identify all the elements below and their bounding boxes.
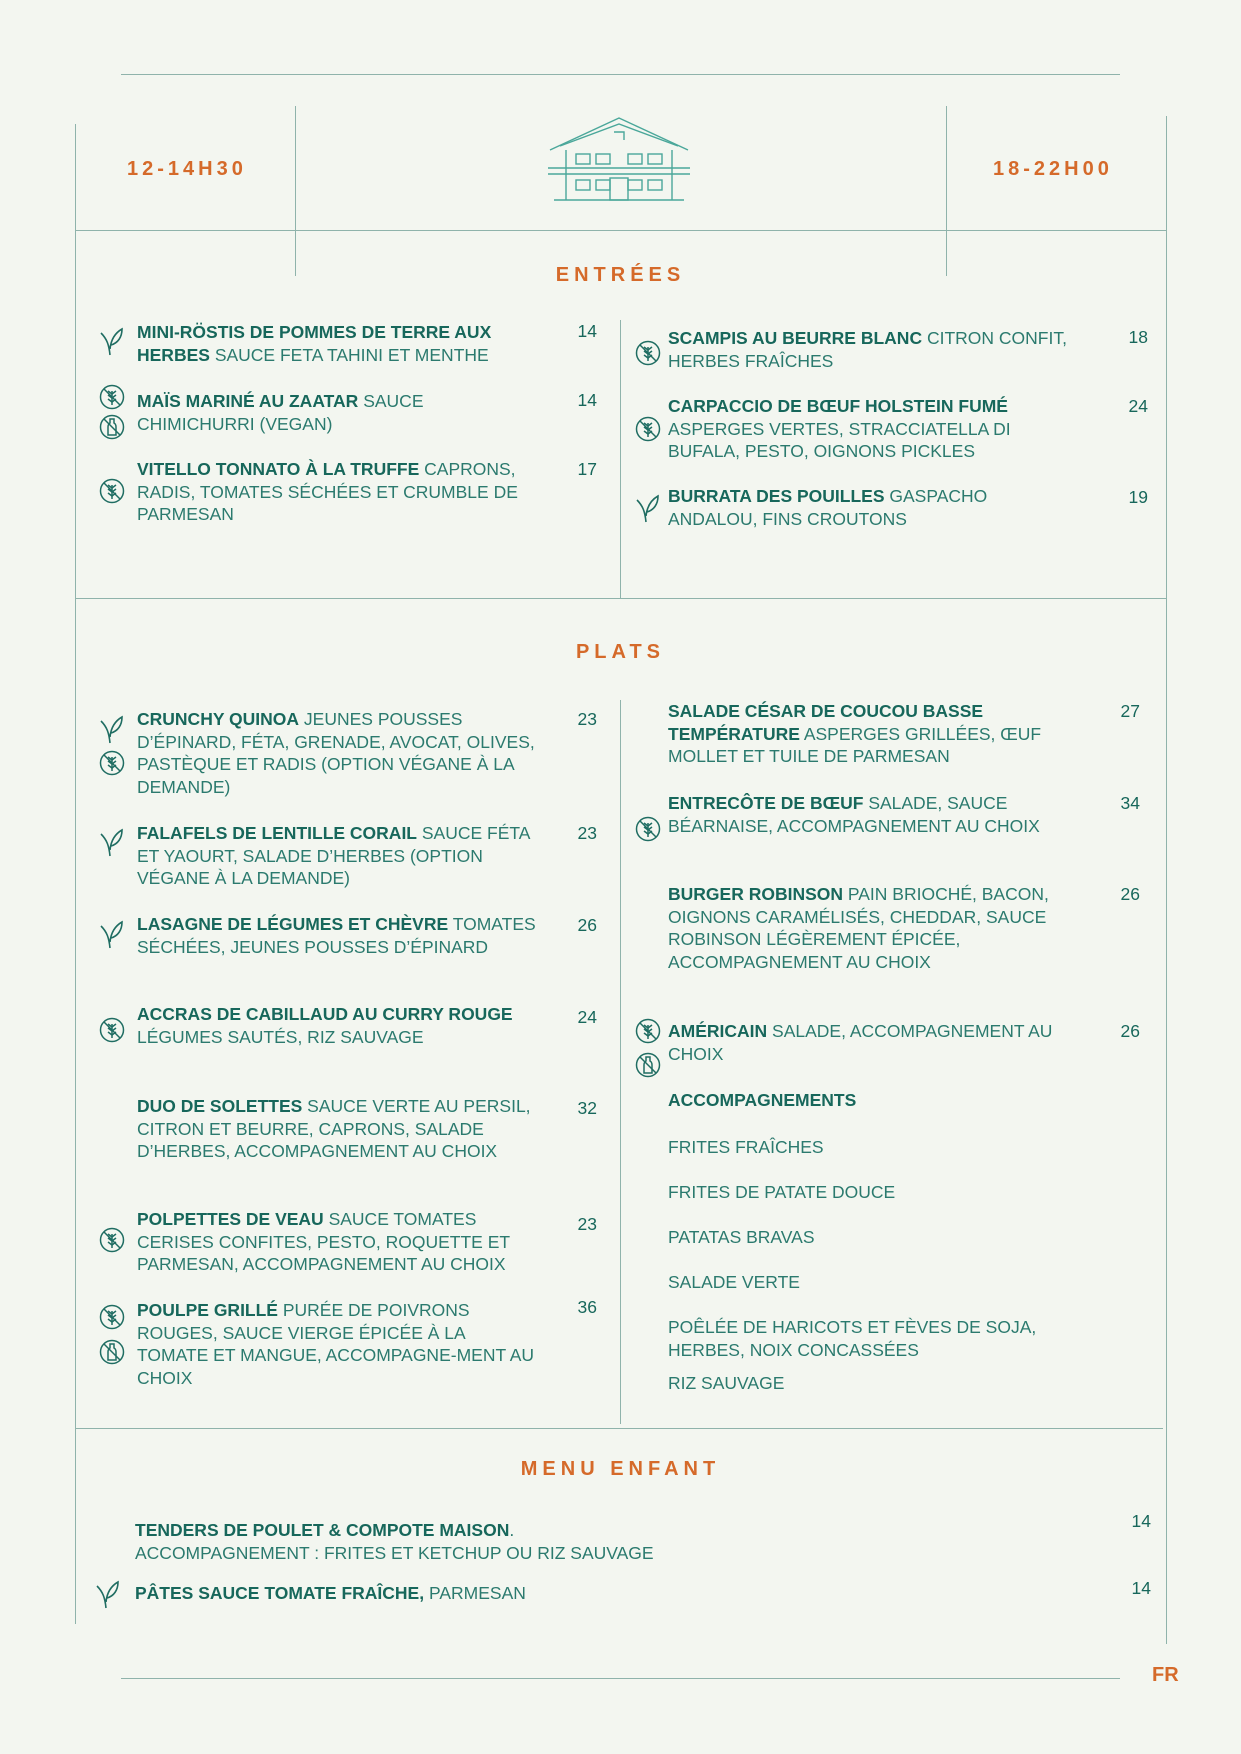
item-price: 19: [1128, 487, 1148, 507]
section-title-plats: PLATS: [575, 641, 666, 663]
item-price: 24: [1128, 396, 1148, 416]
gluten-free-icon: [99, 1304, 125, 1330]
item-price: 14: [577, 390, 597, 410]
menu-item: FALAFELS DE LENTILLE CORAIL SAUCE FÉTA ET YAOURT, SALADE D’HERBES (OPTION VÉGANE À LA DEMANDE): [137, 823, 530, 888]
gluten-free-icon: [99, 750, 125, 776]
menu-item: MINI-RÖSTIS DE POMMES DE TERRE AUX HERBES SAUCE FETA TAHINI ET MENTHE: [137, 322, 492, 365]
menu-item: SALADE CÉSAR DE COUCOU BASSE TEMPÉRATURE ASPERGES GRILLÉES, ŒUF MOLLET ET TUILE DE PARMESAN: [668, 701, 1042, 766]
vegetarian-leaf-icon: [97, 826, 125, 858]
vegetarian-leaf-icon: [633, 492, 661, 524]
hours-dinner: 18-22H00: [993, 158, 1113, 180]
side-item: FRITES FRAÎCHES: [668, 1137, 824, 1157]
item-price: 23: [577, 823, 597, 843]
item-price: 14: [1131, 1578, 1151, 1598]
chalet-house-icon: [546, 116, 692, 202]
item-price: 26: [1120, 1021, 1140, 1041]
menu-item: PÂTES SAUCE TOMATE FRAÎCHE, PARMESAN: [135, 1583, 526, 1603]
alcohol-bottle-icon: [99, 1339, 125, 1365]
top-rule: [121, 74, 1120, 75]
gluten-free-icon: [635, 416, 661, 442]
vegetarian-leaf-icon: [97, 325, 125, 357]
side-item: SALADE VERTE: [668, 1272, 800, 1292]
menu-item: ENTRECÔTE DE BŒUF SALADE, SAUCE BÉARNAISE, ACCOMPAGNEMENT AU CHOIX: [668, 793, 1040, 836]
item-price: 32: [577, 1098, 597, 1118]
side-item: POÊLÉE DE HARICOTS ET FÈVES DE SOJA, HERBES, NOIX CONCASSÉES: [668, 1317, 1037, 1360]
hours-lunch: 12-14H30: [127, 158, 247, 180]
menu-item: LASAGNE DE LÉGUMES ET CHÈVRE TOMATES SÉCHÉES, JEUNES POUSSES D’ÉPINARD: [137, 914, 536, 957]
item-price: 34: [1120, 793, 1140, 813]
gluten-free-icon: [99, 384, 125, 410]
menu-item: AMÉRICAIN SALADE, ACCOMPAGNEMENT AU CHOIX: [668, 1021, 1053, 1064]
menu-item: BURRATA DES POUILLES GASPACHO ANDALOU, FINS CROUTONS: [668, 486, 988, 529]
gluten-free-icon: [635, 340, 661, 366]
gluten-free-icon: [99, 1227, 125, 1253]
item-price: 24: [577, 1007, 597, 1027]
bottom-rule: [121, 1678, 1120, 1679]
plats-rule: [75, 1428, 1163, 1429]
header-rule: [75, 230, 1167, 231]
menu-item: VITELLO TONNATO À LA TRUFFE CAPRONS, RADIS, TOMATES SÉCHÉES ET CRUMBLE DE PARMESAN: [137, 459, 518, 524]
item-price: 23: [577, 709, 597, 729]
section-title-entrees: ENTRÉES: [555, 264, 686, 286]
item-price: 18: [1128, 327, 1148, 347]
alcohol-bottle-icon: [99, 414, 125, 440]
side-item: FRITES DE PATATE DOUCE: [668, 1182, 896, 1202]
language-label: FR: [1152, 1664, 1179, 1686]
side-item: PATATAS BRAVAS: [668, 1227, 815, 1247]
menu-item: SCAMPIS AU BEURRE BLANC CITRON CONFIT, HERBES FRAÎCHES: [668, 328, 1067, 371]
menu-item: MAÏS MARINÉ AU ZAATAR SAUCE CHIMICHURRI (VEGAN): [137, 391, 424, 434]
item-price: 14: [577, 321, 597, 341]
gluten-free-icon: [99, 1017, 125, 1043]
menu-item: CARPACCIO DE BŒUF HOLSTEIN FUMÉ ASPERGES VERTES, STRACCIATELLA DI BUFALA, PESTO, OIGNONS PICKLES: [668, 396, 1011, 461]
menu-item: TENDERS DE POULET & COMPOTE MAISON. ACCOMPAGNEMENT : FRITES ET KETCHUP OU RIZ SAUVAGE: [135, 1520, 654, 1563]
menu-item: POULPE GRILLÉ PURÉE DE POIVRONS ROUGES, SAUCE VIERGE ÉPICÉE À LA TOMATE ET MANGUE, ACCOMPAGNE-MENT AU CHOIX: [137, 1300, 535, 1388]
menu-item: DUO DE SOLETTES SAUCE VERTE AU PERSIL, CITRON ET BEURRE, CAPRONS, SALADE D’HERBES, ACCOMPAGNEMENT AU CHOIX: [137, 1096, 531, 1161]
item-price: 36: [577, 1297, 597, 1317]
accompagnements-title: ACCOMPAGNEMENTS: [668, 1090, 857, 1110]
entrees-divider: [620, 320, 621, 598]
item-price: 26: [1120, 884, 1140, 904]
item-price: 14: [1131, 1511, 1151, 1531]
section-title-menu-enfant: MENU ENFANT: [520, 1458, 721, 1480]
plats-divider: [620, 700, 621, 1424]
item-price: 17: [577, 459, 597, 479]
menu-item: CRUNCHY QUINOA JEUNES POUSSES D’ÉPINARD, FÉTA, GRENADE, AVOCAT, OLIVES, PASTÈQUE ET RADIS (OPTION VÉGANE À LA DEMANDE): [137, 709, 535, 797]
right-border: [1166, 116, 1167, 1644]
alcohol-bottle-icon: [635, 1052, 661, 1078]
menu-item: ACCRAS DE CABILLAUD AU CURRY ROUGE LÉGUMES SAUTÉS, RIZ SAUVAGE: [137, 1004, 513, 1047]
vegetarian-leaf-icon: [97, 713, 125, 745]
item-price: 26: [577, 915, 597, 935]
vegetarian-leaf-icon: [97, 918, 125, 950]
gluten-free-icon: [635, 816, 661, 842]
menu-item: BURGER ROBINSON PAIN BRIOCHÉ, BACON, OIGNONS CARAMÉLISÉS, CHEDDAR, SAUCE ROBINSON LÉGÈREMENT ÉPICÉE, ACCOMPAGNEMENT AU CHOIX: [668, 884, 1049, 972]
side-item: RIZ SAUVAGE: [668, 1373, 785, 1393]
gluten-free-icon: [635, 1018, 661, 1044]
header-divider-right: [946, 106, 947, 276]
header-divider-left: [295, 106, 296, 276]
vegetarian-leaf-icon: [93, 1578, 121, 1610]
item-price: 23: [577, 1214, 597, 1234]
entrees-rule: [75, 598, 1167, 599]
gluten-free-icon: [99, 478, 125, 504]
menu-item: POLPETTES DE VEAU SAUCE TOMATES CERISES CONFITES, PESTO, ROQUETTE ET PARMESAN, ACCOMPAGNEMENT AU CHOIX: [137, 1209, 510, 1274]
item-price: 27: [1120, 701, 1140, 721]
left-border: [75, 124, 76, 1624]
